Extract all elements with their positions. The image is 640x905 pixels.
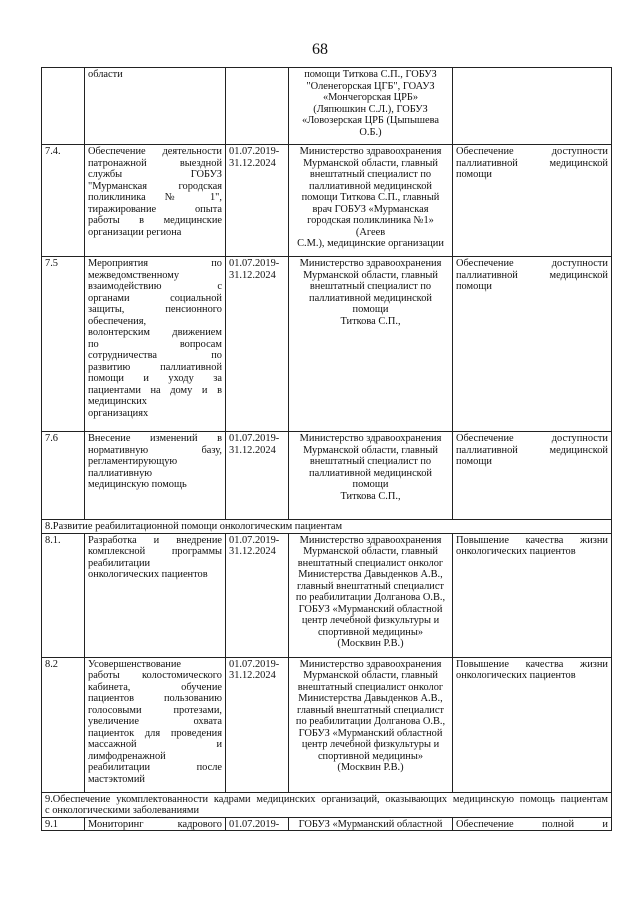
- measure-cell: [85, 145, 226, 257]
- executor-text: Министерство здравоохранения Мурманской области, главный внештатный специалист онколог Министерства Давыденков А.В., главный внештатный специалист по реабилитации Долганова О.В., ГОБУЗ «Мурманский областной центр лечебной физкультуры и спортивной медицины» (Москвин Р.В.): [295, 534, 446, 649]
- result-cell: Обеспечение доступности паллиативной медицинской помощи: [453, 145, 612, 257]
- measure-cell: [85, 432, 226, 520]
- row-number-cell: 8.2: [42, 657, 85, 792]
- deadline-cell: [226, 68, 289, 145]
- deadline-cell: 01.07.2019- 31.12.2024: [226, 533, 289, 657]
- executor-text: Министерство здравоохранения Мурманской области, главный внештатный специалист по паллиативной медицинской помощи Титкова С.П.,: [299, 258, 442, 327]
- row-number-cell: 9.1: [42, 817, 85, 831]
- section-header-row: [42, 792, 612, 817]
- measure-cell: [85, 68, 226, 145]
- measure-text: Разработка и внедрение комплексной программы реабилитации онкологических пациентов: [88, 534, 222, 580]
- measure-cell: [85, 257, 226, 432]
- page-number: 68: [312, 41, 328, 58]
- deadline-cell: 01.07.2019- 31.12.2024: [226, 432, 289, 520]
- deadline-cell: 01.07.2019-: [226, 817, 289, 831]
- row-number-cell: 7.4.: [42, 145, 85, 257]
- table-row: [42, 257, 612, 432]
- executor-text: помощи Титкова С.П., ГОБУЗ "Оленегорская ЦГБ", ГОАУЗ «Мончегорская ЦРБ» (Ляпюшкин С.Л.), ГОБУЗ «Ловозерская ЦРБ (Цыпышева О.Б.): [302, 69, 439, 138]
- executor-text: Министерство здравоохранения Мурманской области, главный внештатный специалист по паллиативной медицинской помощи Титкова С.П., главный врач ГОБУЗ «Мурманская городская поликлиника №1» (Агеев С.М.), медицинские организации: [297, 146, 444, 249]
- row-number-cell: [42, 68, 85, 145]
- row-number-cell: 8.1.: [42, 533, 85, 657]
- action-plan-table: [41, 67, 612, 831]
- executor-text: Министерство здравоохранения Мурманской области, главный внештатный специалист по паллиативной медицинской помощи Титкова С.П.,: [299, 433, 442, 502]
- row-number-cell: 7.5: [42, 257, 85, 432]
- table-row: [42, 432, 612, 520]
- measure-text: Мероприятия по межведомственному взаимодействию с органами социальной защиты, пенсионного обеспечения, волонтерским движением по вопросам сотрудничества по развитию паллиативной помощи и уходу за пациентами на дому и в медицинских организациях: [88, 258, 222, 419]
- result-cell: Обеспечение полной и: [453, 817, 612, 831]
- executor-cell: [289, 68, 453, 145]
- executor-cell: [289, 145, 453, 257]
- table-row: [42, 68, 612, 145]
- deadline-cell: 01.07.2019- 31.12.2024: [226, 257, 289, 432]
- measure-text: Внесение изменений в нормативную базу, регламентирующую паллиативную медицинскую помощь: [88, 433, 222, 490]
- table-row: [42, 533, 612, 657]
- executor-cell: [289, 432, 453, 520]
- executor-cell: ГОБУЗ «Мурманский областной: [289, 817, 453, 831]
- measure-text: Обеспечение деятельности патронажной выездной службы ГОБУЗ "Мурманская городская поликлиника № 1", тиражирование опыта работы в медицинские организации региона: [88, 146, 222, 238]
- executor-cell: [289, 657, 453, 792]
- row-number-cell: 7.6: [42, 432, 85, 520]
- executor-cell: [289, 257, 453, 432]
- result-cell: Повышение качества жизни онкологических пациентов: [453, 657, 612, 792]
- result-cell: [453, 68, 612, 145]
- result-cell: Обеспечение доступности паллиативной медицинской помощи: [453, 257, 612, 432]
- measure-cell: Мониторинг кадрового: [85, 817, 226, 831]
- section-title: 8.Развитие реабилитационной помощи онкологическим пациентам: [42, 520, 612, 534]
- table-row: [42, 817, 612, 831]
- result-cell: Обеспечение доступности паллиативной медицинской помощи: [453, 432, 612, 520]
- deadline-cell: 01.07.2019- 31.12.2024: [226, 657, 289, 792]
- measure-cell: [85, 657, 226, 792]
- measure-text: области: [88, 69, 123, 80]
- executor-text: Министерство здравоохранения Мурманской области, главный внештатный специалист онколог Министерства Давыденков А.В., главный внештатный специалист по реабилитации Долганова О.В., ГОБУЗ «Мурманский областной центр лечебной физкультуры и спортивной медицины» (Москвин Р.В.): [295, 658, 446, 773]
- measure-cell: [85, 533, 226, 657]
- deadline-cell: 01.07.2019- 31.12.2024: [226, 145, 289, 257]
- executor-cell: [289, 533, 453, 657]
- table-row: [42, 657, 612, 792]
- section-header-row: [42, 520, 612, 534]
- section-title: 9.Обеспечение укомплектованности кадрами медицинских организаций, оказывающих медицинскую помощь пациентам с онкологическими заболеваниями: [42, 792, 612, 817]
- result-cell: Повышение качества жизни онкологических пациентов: [453, 533, 612, 657]
- measure-text: Усовершенствование работы колостомического кабинета, обучение пациентов пользованию голосовыми протезами, увеличение охвата пациенток для проведения массажной и лимфодренажной реабилитации после мастэктомий: [88, 658, 222, 785]
- table-row: [42, 145, 612, 257]
